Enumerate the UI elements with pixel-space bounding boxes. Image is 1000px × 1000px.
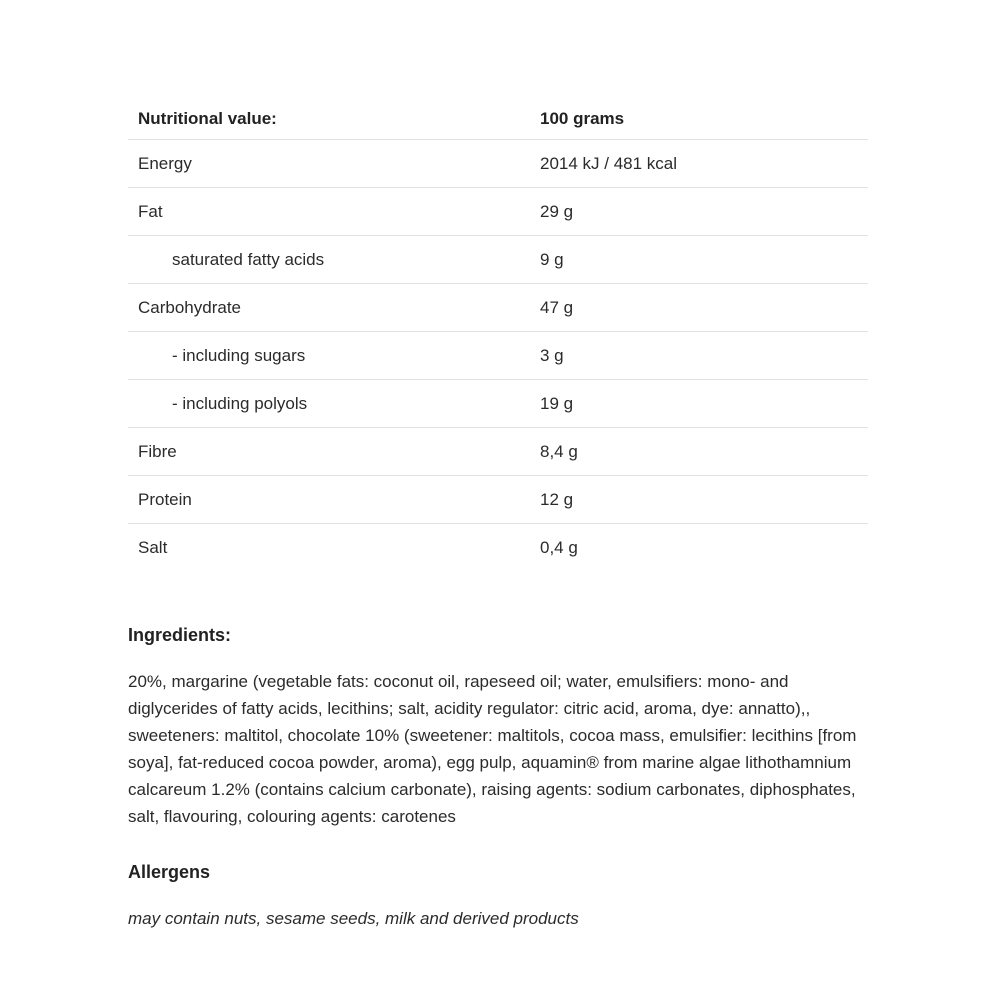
row-label: Fibre: [138, 441, 177, 461]
allergens-text: may contain nuts, sesame seeds, milk and derived products: [128, 909, 579, 928]
row-label: saturated fatty acids: [172, 249, 325, 269]
allergens-heading: Allergens: [128, 862, 211, 882]
row-label: Salt: [138, 537, 168, 557]
table-row-fat: [128, 188, 868, 236]
row-label: - including sugars: [172, 345, 306, 365]
row-value: 12 g: [540, 489, 574, 509]
table-row-energy: [128, 140, 868, 188]
table-row-saturated-fatty-acids: [128, 236, 868, 284]
row-value: 47 g: [540, 297, 574, 317]
row-label: Protein: [138, 489, 192, 509]
row-label: - including polyols: [172, 393, 308, 413]
table-row-including-sugars: [128, 332, 868, 380]
ingredients-text: 20%, margarine (vegetable fats: coconut oil, rapeseed oil; water, emulsifiers: mono- and diglycerides of fatty acids, lecithins; salt, acidity regulator: citric acid, aroma, dye: annatto),, sweeteners: maltitol, chocolate 10% (sweetener: maltitols, cocoa mass, emulsifier: lecithins [from soya], fat-reduced cocoa powder, aroma), egg pulp, aquamin® from marine algae lithothamnium calcareum 1.2% (contains calcium carbonate), raising agents: sodium carbonates, diphosphates, salt, flavouring, colouring agents: carotenes: [128, 672, 857, 826]
table-row-protein: [128, 476, 868, 524]
ingredients-heading: Ingredients:: [128, 625, 232, 645]
row-value: 2014 kJ / 481 kcal: [540, 153, 678, 173]
row-label: Carbohydrate: [138, 297, 242, 317]
nutrition-table: [128, 99, 868, 571]
table-row-carbohydrate: [128, 284, 868, 332]
row-value: 3 g: [540, 345, 564, 365]
row-value: 9 g: [540, 249, 564, 269]
table-row-salt: [128, 524, 868, 571]
nutrition-header-value: 100 grams: [540, 109, 625, 128]
row-value: 8,4 g: [540, 441, 578, 461]
table-row-fibre: [128, 428, 868, 476]
nutrition-header-label: Nutritional value:: [138, 109, 277, 128]
table-row-including-polyols: [128, 380, 868, 428]
row-label: Energy: [138, 153, 192, 173]
row-label: Fat: [138, 201, 163, 221]
row-value: 19 g: [540, 393, 574, 413]
row-value: 0,4 g: [540, 537, 578, 557]
content-column: [128, 99, 868, 931]
nutrition-table-header-row: [128, 99, 868, 140]
row-value: 29 g: [540, 201, 574, 221]
